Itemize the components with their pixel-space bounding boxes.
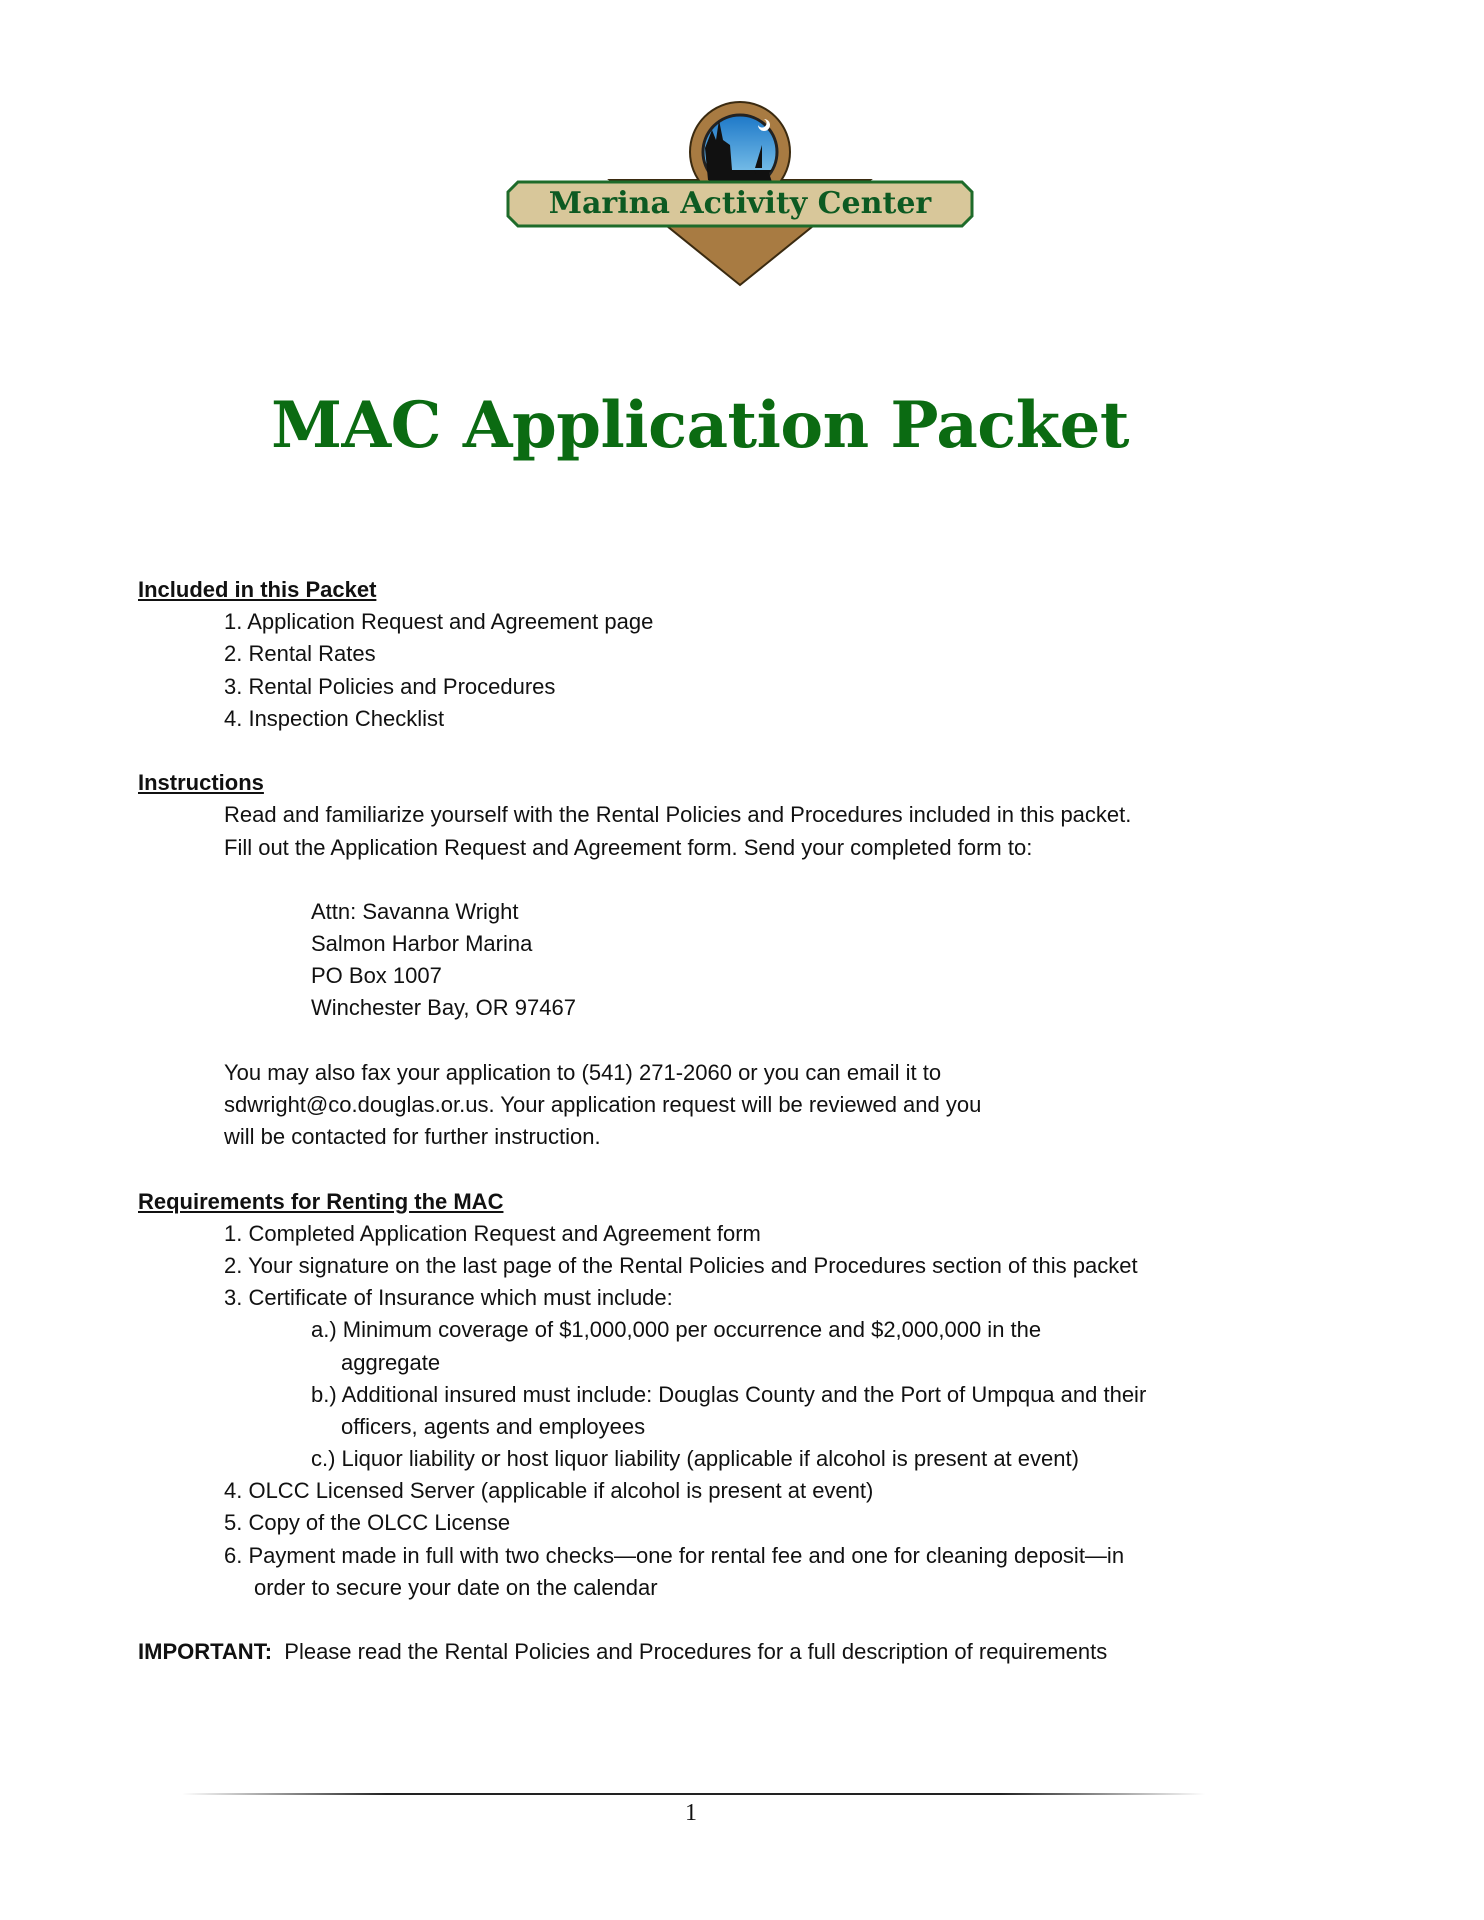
footer-divider xyxy=(182,1793,1205,1795)
logo-text: Marina Activity Center xyxy=(548,186,932,221)
instructions-line: Read and familiarize yourself with the Rental Policies and Procedures included in this packet. xyxy=(224,802,1132,828)
address-line: PO Box 1007 xyxy=(311,963,442,989)
requirements-heading: Requirements for Renting the MAC xyxy=(138,1188,504,1214)
contact-line: will be contacted for further instruction. xyxy=(224,1124,601,1150)
instructions-heading: Instructions xyxy=(138,770,264,796)
important-label: IMPORTANT: xyxy=(138,1639,273,1665)
address-line: Attn: Savanna Wright xyxy=(311,898,519,924)
instructions-line: Fill out the Application Request and Agreement form. Send your completed form to: xyxy=(224,834,1033,860)
requirement-item: 2. Your signature on the last page of the Rental Policies and Procedures section of this packet xyxy=(224,1252,1138,1278)
page-number: 1 xyxy=(685,1800,697,1826)
requirement-item: 6. Payment made in full with two checks—one for rental fee and one for cleaning deposit—in xyxy=(224,1542,1125,1568)
included-item: 2. Rental Rates xyxy=(224,641,376,667)
included-item: 1. Application Request and Agreement page xyxy=(224,609,654,635)
page-title: MAC Application Packet xyxy=(271,388,1129,463)
included-item: 4. Inspection Checklist xyxy=(224,705,445,731)
address-line: Salmon Harbor Marina xyxy=(311,931,533,957)
requirement-item: 3. Certificate of Insurance which must include: xyxy=(224,1285,673,1311)
important-text: Please read the Rental Policies and Procedures for a full description of requirements xyxy=(284,1639,1108,1665)
important-note xyxy=(138,1636,1378,1668)
document-body xyxy=(138,574,1378,1668)
requirement-subitem: b.) Additional insured must include: Douglas County and the Port of Umpqua and their xyxy=(311,1381,1147,1407)
requirement-item: 1. Completed Application Request and Agreement form xyxy=(224,1220,761,1246)
contact-line: You may also fax your application to (541) 271-2060 or you can email it to xyxy=(224,1059,942,1085)
contact-line: sdwright@co.douglas.or.us. Your application request will be reviewed and you xyxy=(224,1092,982,1117)
requirement-subitem-cont: officers, agents and employees xyxy=(341,1413,646,1439)
included-item: 3. Rental Policies and Procedures xyxy=(224,673,556,699)
marina-activity-center-logo xyxy=(500,100,980,290)
requirement-subitem: a.) Minimum coverage of $1,000,000 per occurrence and $2,000,000 in the xyxy=(311,1317,1042,1343)
included-heading: Included in this Packet xyxy=(138,577,377,602)
requirement-item-cont: order to secure your date on the calendar xyxy=(254,1574,658,1600)
requirement-item: 4. OLCC Licensed Server (applicable if alcohol is present at event) xyxy=(224,1478,874,1504)
requirement-subitem-cont: aggregate xyxy=(341,1349,441,1375)
requirement-item: 5. Copy of the OLCC License xyxy=(224,1510,511,1536)
requirement-subitem: c.) Liquor liability or host liquor liability (applicable if alcohol is present at event) xyxy=(311,1446,1079,1472)
address-line: Winchester Bay, OR 97467 xyxy=(311,995,576,1021)
